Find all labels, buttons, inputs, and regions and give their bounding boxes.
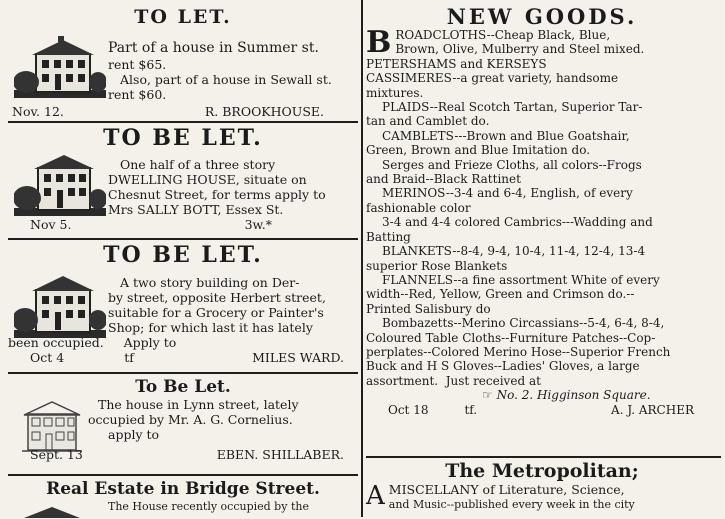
goods-line: BLANKETS--8-4, 9-4, 10-4, 11-4, 12-4, 13-4 <box>382 244 646 259</box>
goods-line: assortment. Just received at <box>366 373 541 388</box>
goods-line: fashionable color <box>366 200 471 215</box>
goods-line: Batting <box>366 229 411 244</box>
goods-line: Buck and H S Gloves--Ladies' Gloves, a large <box>366 359 640 374</box>
goods-line: Green, Brown and Blue Imitation do. <box>366 143 591 158</box>
pointing-hand-icon: ☞ <box>482 388 497 403</box>
goods-line: Brown, Olive, Mulberry and Steel mixed. <box>395 42 645 57</box>
ad1-line: rent $65. <box>108 57 167 72</box>
right-column <box>366 0 721 517</box>
goods-line: PETERSHAMS and KERSEYS <box>366 56 547 71</box>
ad2-date: Nov 5. <box>30 217 72 232</box>
ad5-heading: Real Estate in Bridge Street. <box>46 479 320 499</box>
divider <box>8 372 358 374</box>
ad2-heading: TO BE LET. <box>103 125 263 151</box>
goods-line: and Braid--Black Rattinet <box>366 172 521 187</box>
ad1-heading: TO LET. <box>134 6 232 28</box>
ad2-line: Mrs SALLY BOTT, Essex St. <box>108 202 284 217</box>
ad3-line: by street, opposite Herbert street, <box>108 290 326 305</box>
ad3-body <box>8 275 358 365</box>
goods-signature: A. J. ARCHER <box>611 402 694 417</box>
ad5-line: The House recently occupied by the <box>108 500 309 513</box>
ad4-signature: EBEN. SHILLABER. <box>216 447 344 462</box>
goods-line: 3-4 and 4-4 colored Cambrics---Wadding and <box>382 215 653 230</box>
goods-line: CAMBLETS---Brown and Blue Goatshair, <box>382 128 630 143</box>
ad2-body <box>8 157 358 232</box>
goods-line: tan and Camblet do. <box>366 114 490 129</box>
ad3-line: Shop; for which last it has lately <box>108 320 313 335</box>
ad1-body <box>8 40 358 119</box>
divider <box>366 456 721 458</box>
goods-address <box>366 388 718 402</box>
ad1-line: rent $60. <box>108 87 167 102</box>
goods-address-text: No. 2. Higginson Square. <box>496 388 651 403</box>
goods-line: ROADCLOTHS--Cheap Black, Blue, <box>395 28 611 42</box>
ad3-signature: MILES WARD. <box>252 350 344 365</box>
ad4-line: occupied by Mr. A. G. Cornelius. <box>88 412 293 427</box>
ad2-term: 3w.* <box>244 217 272 232</box>
goods-line: PLAIDS--Real Scotch Tartan, Superior Tar- <box>382 100 643 115</box>
ad3-date: Oct 4 <box>30 350 65 365</box>
goods-line: FLANNELS--a fine assortment White of every <box>382 272 660 287</box>
ad1-line: Also, part of a house in Sewall st. <box>120 72 332 87</box>
ad3-term: tf <box>124 350 134 365</box>
ad4-line: The house in Lynn street, lately <box>98 397 299 412</box>
divider <box>8 238 358 240</box>
metropolitan-body <box>366 482 718 512</box>
goods-line: width--Red, Yellow, Green and Crimson do.-- <box>366 287 635 302</box>
ad4-heading: To Be Let. <box>135 377 231 397</box>
new-goods-body <box>366 25 718 417</box>
ad2-line: DWELLING HOUSE, situate on <box>108 172 307 187</box>
goods-date: Oct 18 <box>388 402 429 417</box>
goods-line: perplates--Colored Merino Hose--Superior French <box>366 344 671 359</box>
left-column <box>8 0 358 517</box>
ad4-body <box>8 397 358 462</box>
metropolitan-line: MISCELLANY of Literature, Science, <box>388 482 625 497</box>
goods-line: superior Rose Blankets <box>366 258 508 273</box>
new-goods-heading: NEW GOODS. <box>446 4 638 29</box>
drop-cap: A <box>366 481 385 511</box>
ad1-signature: R. BROOKHOUSE. <box>204 104 324 119</box>
ad4-date: Sept. 13 <box>30 447 83 462</box>
goods-line: Serges and Frieze Cloths, all colors--Frogs <box>382 157 642 172</box>
metropolitan-heading: The Metropolitan; <box>445 460 639 482</box>
goods-line: mixtures. <box>366 85 424 100</box>
ad4-line: apply to <box>108 427 160 442</box>
ad3-line: been occupied. Apply to <box>8 335 177 350</box>
divider <box>8 474 358 476</box>
ad3-line: suitable for a Grocery or Painter's <box>108 305 324 320</box>
goods-line: MERINOS--3-4 and 6-4, English, of every <box>382 186 633 201</box>
ad1-date: Nov. 12. <box>12 104 64 119</box>
ad3-line: A two story building on Der- <box>120 275 300 290</box>
divider <box>8 121 358 123</box>
ad1-line: Part of a house in Summer st. <box>108 40 319 56</box>
goods-line: Printed Salisbury do <box>366 301 491 316</box>
goods-line: Bombazetts--Merino Circassians--5-4, 6-4, 8-4, <box>382 316 665 331</box>
metropolitan-line: and Music--published every week in the city <box>388 498 635 511</box>
drop-cap: B <box>366 25 392 60</box>
goods-line: CASSIMERES--a great variety, handsome <box>366 71 619 86</box>
column-rule <box>361 0 363 517</box>
goods-term: tf. <box>464 402 478 417</box>
ad2-line: One half of a three story <box>120 157 276 172</box>
goods-line: Coloured Table Cloths--Furniture Patches--Cop- <box>366 330 656 345</box>
ad3-heading: TO BE LET. <box>103 242 263 268</box>
ad2-line: Chesnut Street, for terms apply to <box>108 187 326 202</box>
